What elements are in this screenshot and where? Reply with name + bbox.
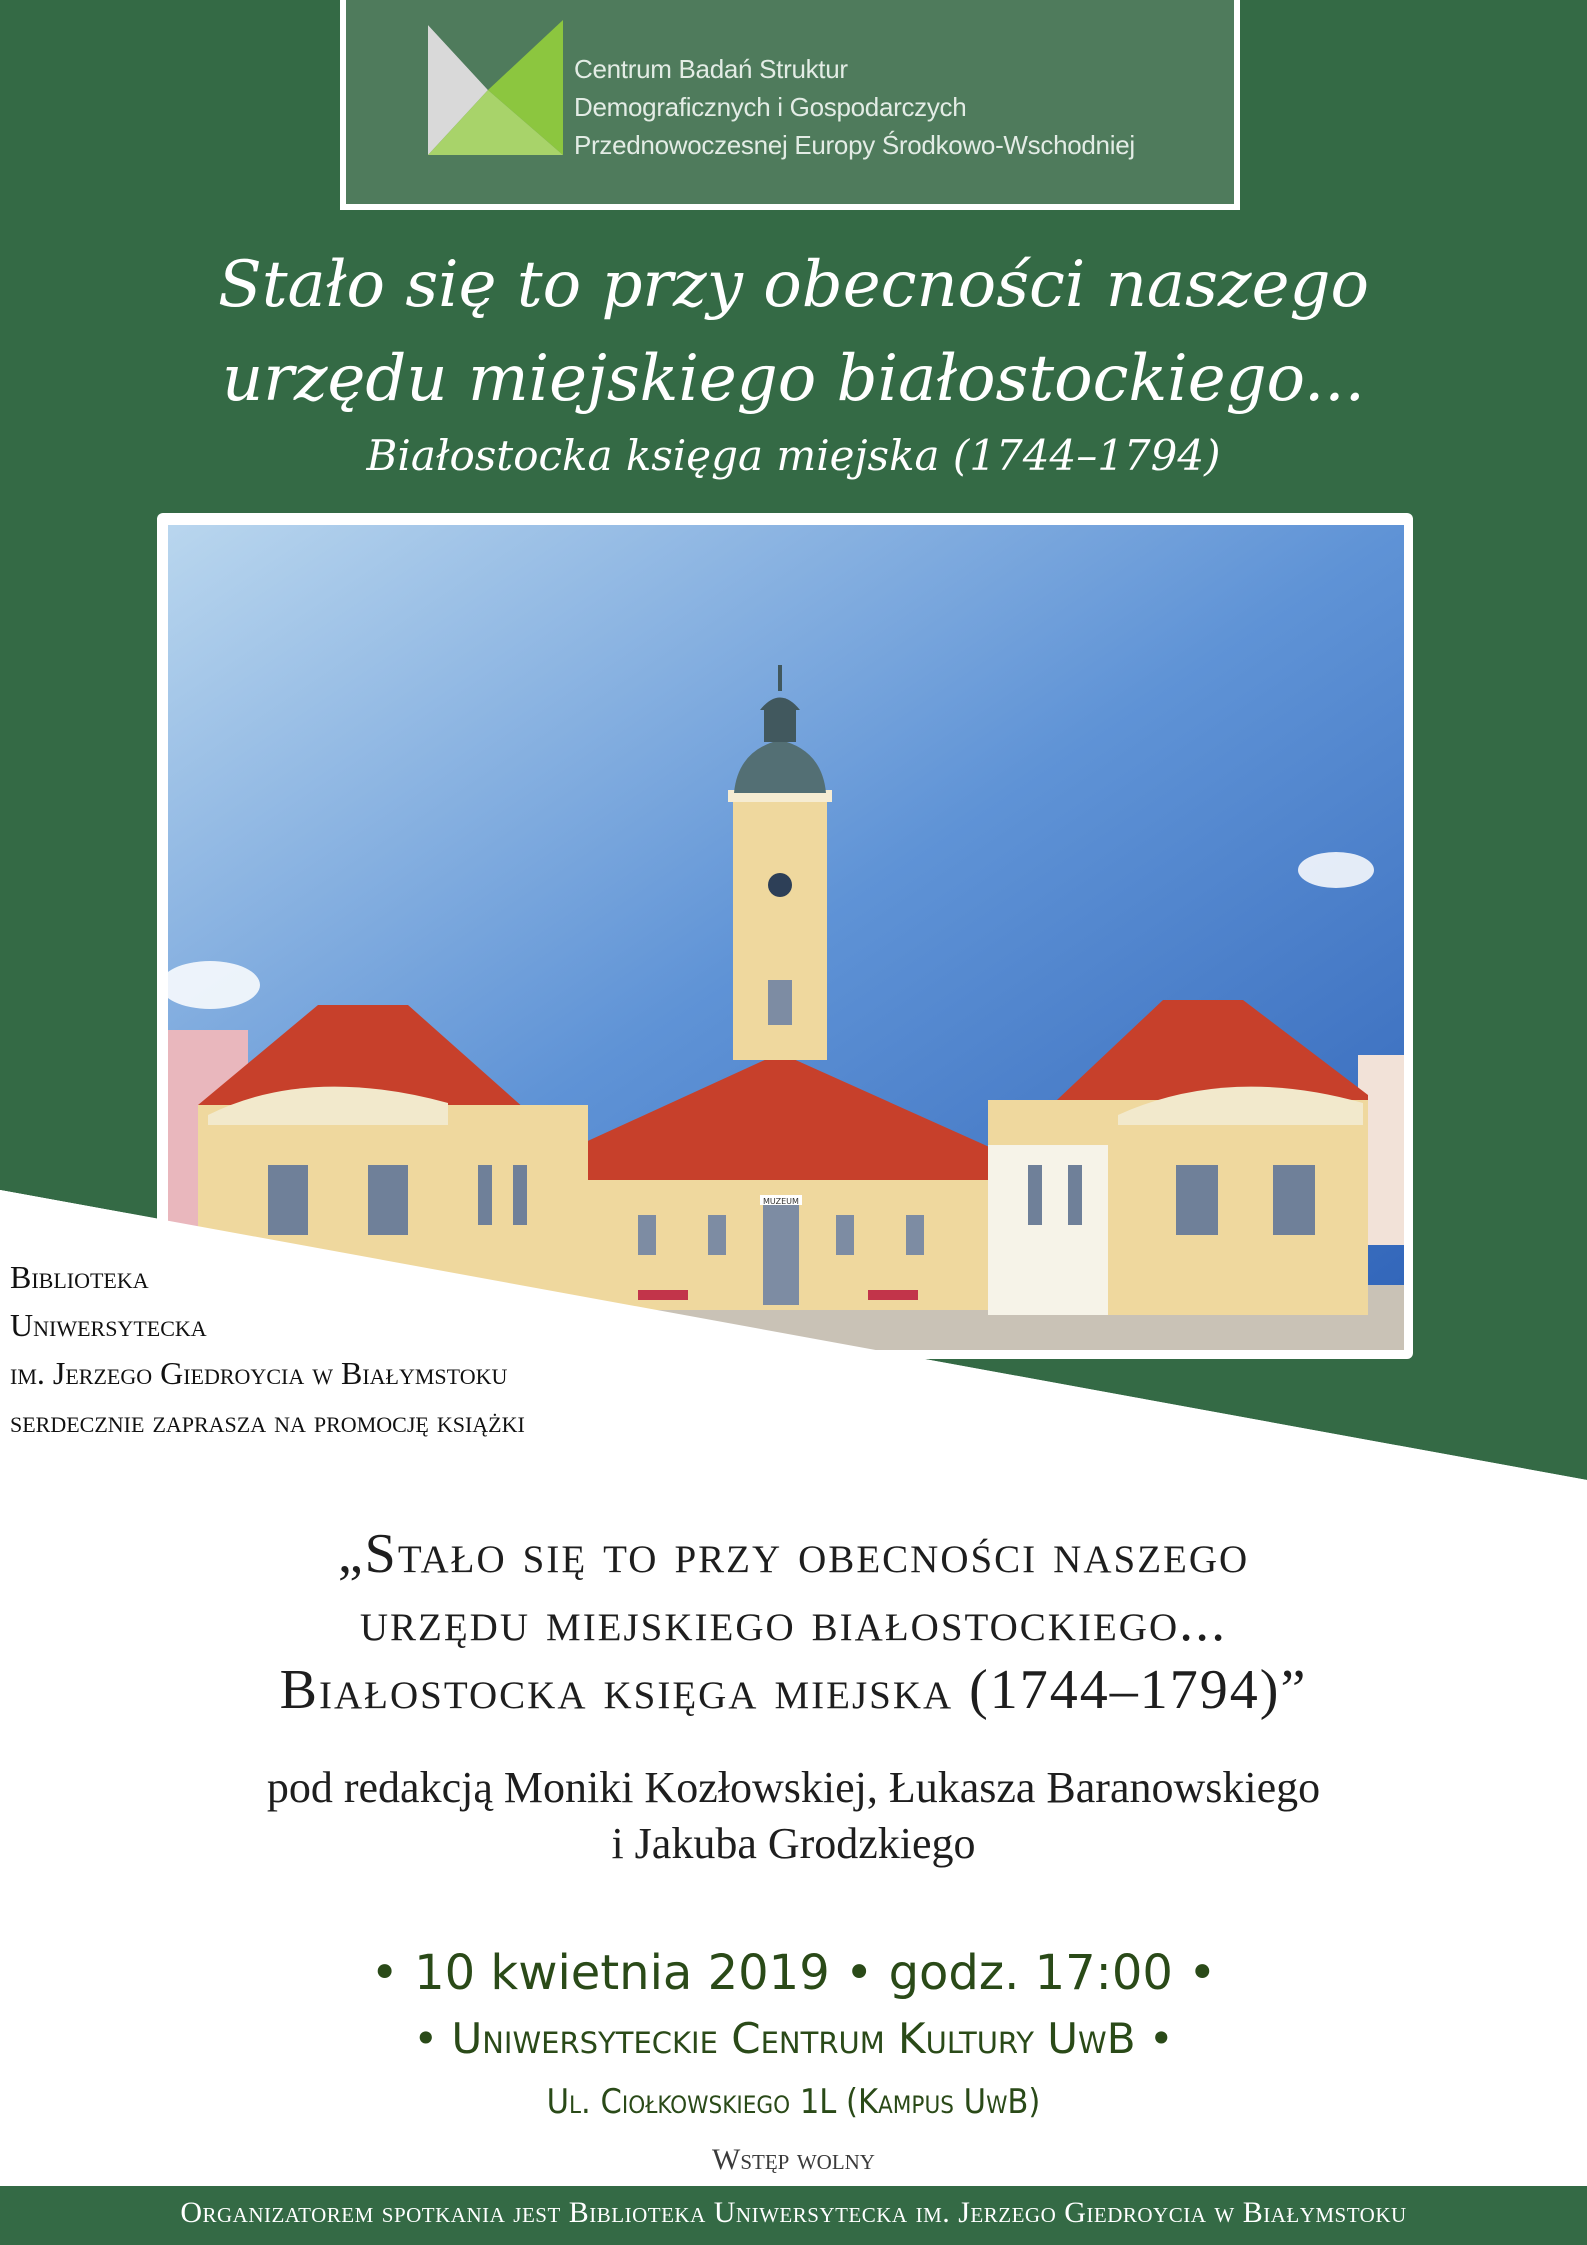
library-line: im. Jerzego Giedroycia w Białymstoku: [10, 1355, 508, 1391]
logo-line: Przednowoczesnej Europy Środkowo-Wschodniej: [574, 130, 1135, 160]
headline-line-1: Stało się to przy obecności naszego: [217, 248, 1370, 322]
museum-sign: MUZEUM: [763, 1197, 799, 1206]
editors-line: pod redakcją Moniki Kozłowskiej, Łukasza Baranowskiego: [266, 1763, 1321, 1812]
footer-text: Organizatorem spotkania jest Biblioteka Uniwersytecka im. Jerzego Giedroycia w Białymstoku: [180, 2196, 1407, 2229]
book-editors: [0, 1760, 1587, 1872]
event-address: Ul. Ciołkowskiego 1L (Kampus UwB): [546, 2082, 1041, 2122]
editors-line: i Jakuba Grodzkiego: [611, 1819, 976, 1868]
logo-line: Centrum Badań Struktur: [574, 54, 848, 84]
library-line: Biblioteka: [10, 1259, 149, 1295]
entry-note: Wstęp wolny: [712, 2143, 875, 2176]
logo-mark-icon: [428, 20, 563, 160]
logo-line: Demograficznych i Gospodarczych: [574, 92, 967, 122]
book-title: [0, 1520, 1587, 1724]
book-title-line: urzędu miejskiego białostockiego...: [359, 1591, 1228, 1653]
book-title-line: „Stało się to przy obecności naszego: [337, 1523, 1250, 1585]
headline: [0, 238, 1587, 426]
event-date: • 10 kwietnia 2019 • godz. 17:00 •: [370, 1945, 1217, 2001]
library-line: serdecznie zaprasza na promocję książki: [10, 1403, 525, 1439]
event-place: • Uniwersyteckie Centrum Kultury UwB •: [413, 2014, 1174, 2063]
book-title-line: Białostocka księga miejska (1744–1794)”: [279, 1659, 1308, 1721]
logo-box: [340, 0, 1240, 210]
library-invitation: [10, 1253, 525, 1445]
logo-text: [574, 50, 1135, 164]
headline-subtitle: Białostocka księga miejska (1744–1794): [366, 431, 1221, 480]
headline-line-2: urzędu miejskiego białostockiego...: [222, 342, 1365, 416]
library-line: Uniwersytecka: [10, 1307, 207, 1343]
footer-bar: [0, 2186, 1587, 2245]
